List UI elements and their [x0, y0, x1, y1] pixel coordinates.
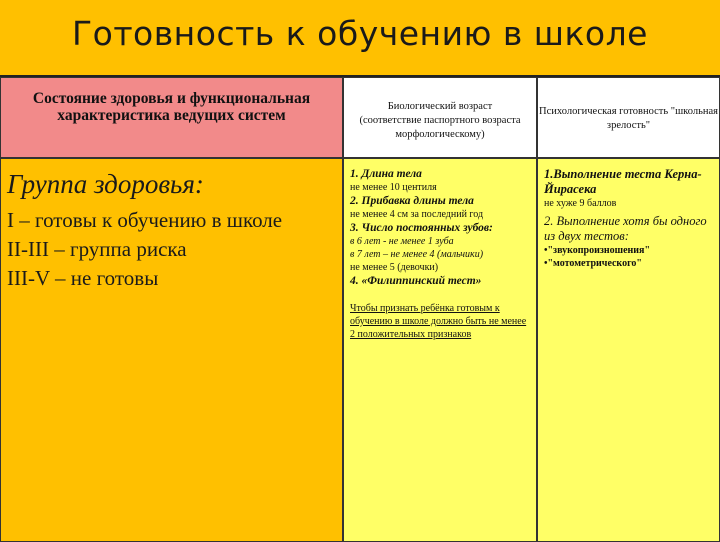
readiness-table	[0, 75, 720, 542]
health-group-line-2: II-III – группа риска	[7, 237, 187, 261]
subitem-sound-pronunciation: •"звукопроизношения"	[544, 245, 650, 256]
kern-jirasek-test-detail: не хуже 9 баллов	[544, 198, 617, 209]
health-group-cell	[0, 158, 343, 542]
header-health: Состояние здоровья и функциональная характеристика ведущих систем	[0, 77, 343, 158]
header-biological-age	[343, 77, 537, 158]
health-group-title: Группа здоровья:	[7, 169, 204, 199]
kern-jirasek-test-label: 1.Выполнение теста Керна-Йирасека	[544, 167, 702, 196]
body-length-detail: не менее 10 центиля	[350, 182, 437, 193]
header-psychological-readiness: Психологическая готовность "школьная зрелость"	[537, 77, 720, 158]
philippine-test-label: 4. «Филиппинский тест»	[350, 275, 482, 287]
teeth-detail-6-years: в 6 лет - не менее 1 зуба	[350, 236, 454, 247]
psychological-readiness-cell	[537, 158, 720, 542]
two-tests-label: 2. Выполнение хотя бы одного из двух тестов:	[544, 214, 707, 243]
slide-title: Готовность к обучению в школе	[72, 14, 648, 53]
body-length-gain-detail: не менее 4 см за последний год	[350, 209, 484, 220]
health-group-line-3: III-V – не готовы	[7, 266, 159, 290]
biological-age-cell	[343, 158, 537, 542]
header-biological-age-title: Биологический возраст	[387, 101, 493, 112]
body-length-label: 1. Длина тела	[350, 168, 422, 180]
header-biological-age-subtitle: (соответствие паспортного возраста морфологическому)	[359, 115, 521, 140]
health-group-line-1: I – готовы к обучению в школе	[7, 208, 283, 232]
subitem-motometric: •"мотометрического"	[544, 258, 642, 269]
body-length-gain-label: 2. Прибавка длины тела	[350, 195, 474, 207]
teeth-detail-girls: не менее 5 (девочки)	[350, 262, 439, 273]
readiness-note: Чтобы признать ребёнка готовым к обучению в школе должно быть не менее 2 положительных признаков	[350, 303, 527, 340]
teeth-detail-7-years-boys: в 7 лет – не менее 4 (мальчики)	[350, 249, 484, 260]
permanent-teeth-label: 3. Число постоянных зубов:	[350, 222, 493, 234]
